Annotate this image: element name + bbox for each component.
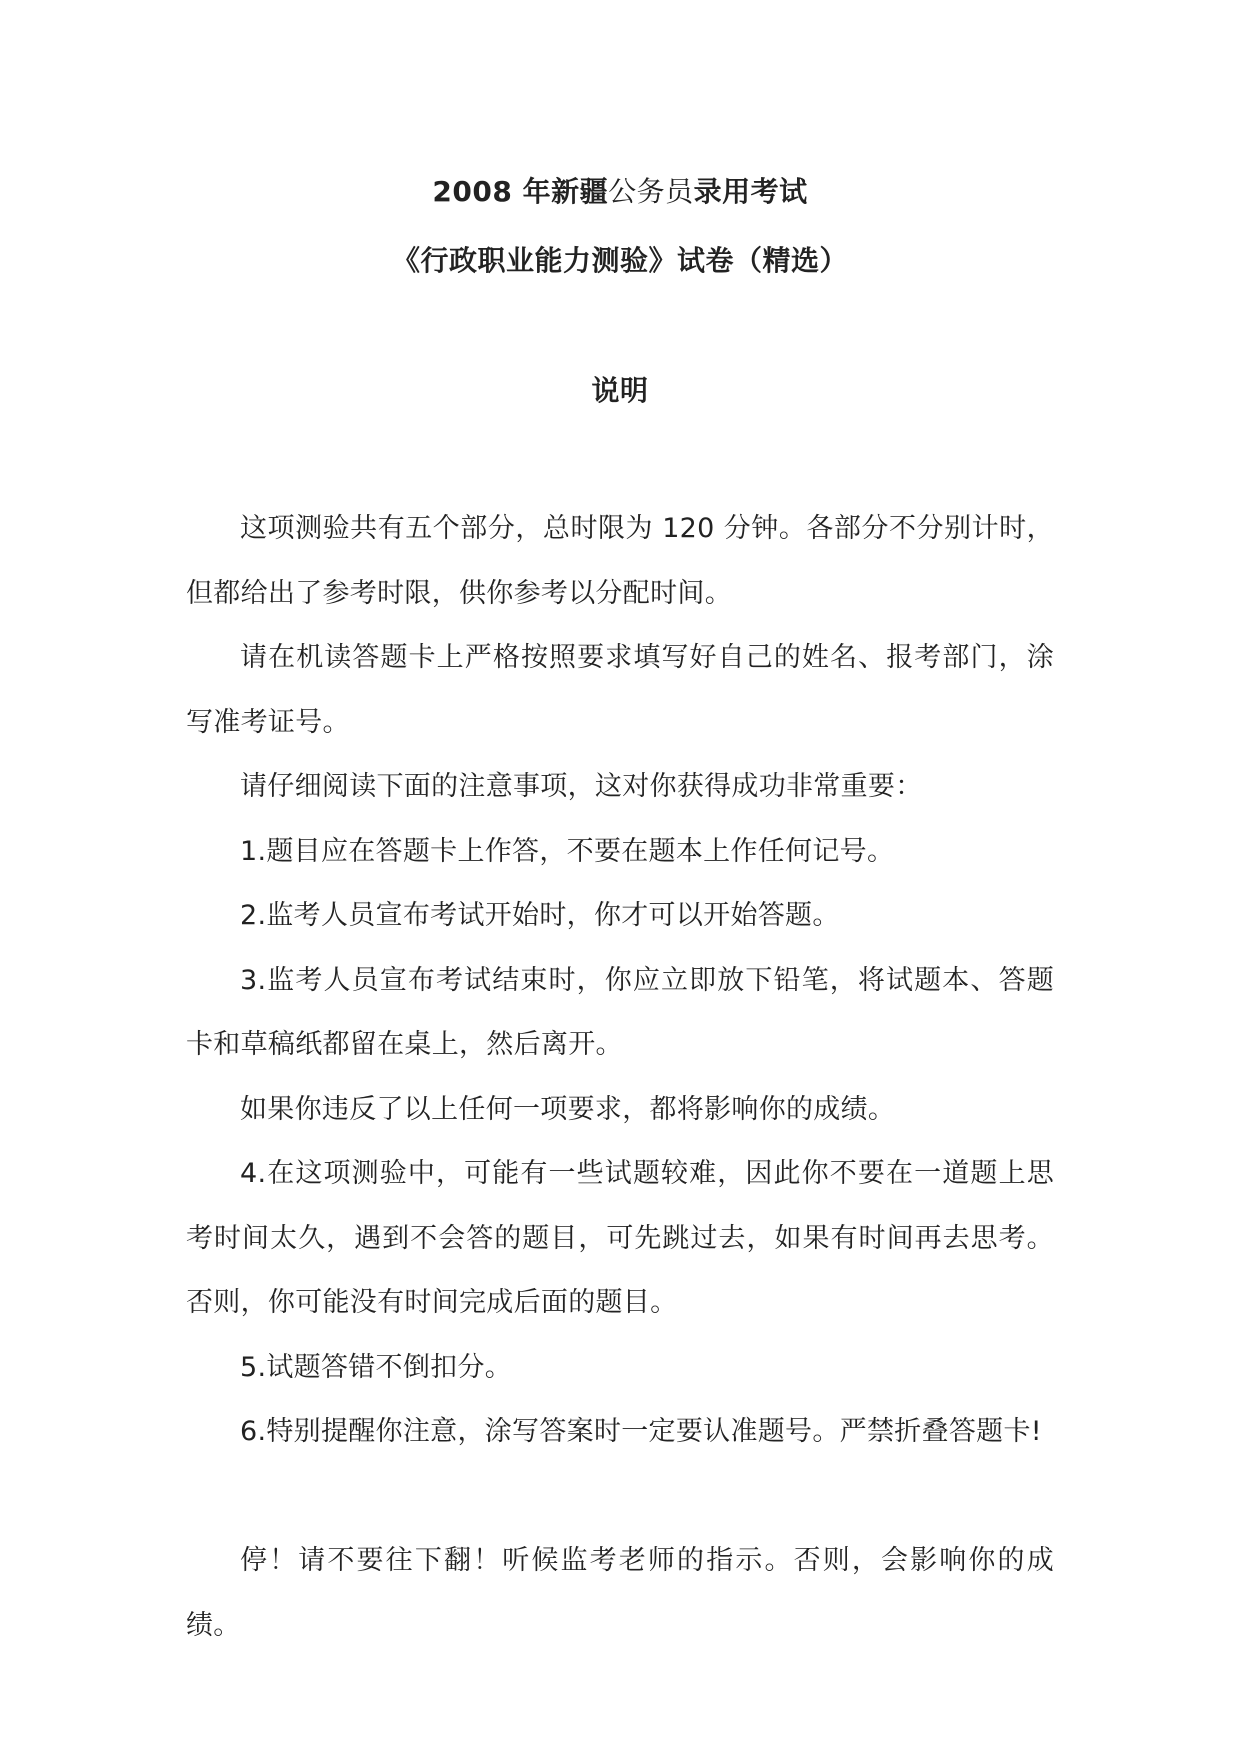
paragraph: 6.特别提醒你注意，涂写答案时一定要认准题号。严禁折叠答题卡! — [240, 1416, 1042, 1447]
paragraph: 请在机读答题卡上严格按照要求填写好自己的姓名、报考部门，涂写准考证号。 — [186, 642, 1054, 738]
instructions-body — [186, 497, 1054, 1658]
paragraph: 这项测验共有五个部分，总时限为 120 分钟。各部分不分别计时，但都给出了参考时限，供你参考以分配时间。 — [186, 513, 1054, 609]
title-part-year-region: 2008 年新疆 — [432, 175, 609, 208]
paragraph: 5.试题答错不倒扣分。 — [240, 1351, 513, 1383]
document-subtitle: 《行政职业能力测验》试卷（精选） — [391, 244, 848, 277]
paragraph: 4.在这项测验中，可能有一些试题较难，因此你不要在一道题上思考时间太久，遇到不会答的题目，可先跳过去，如果有时间再去思考。否则，你可能没有时间完成后面的题目。 — [186, 1158, 1054, 1318]
title-part-exam: 录用考试 — [693, 175, 808, 208]
title-part-civil-servant: 公务员 — [608, 175, 694, 208]
paragraph: 如果你违反了以上任何一项要求，都将影响你的成绩。 — [240, 1093, 896, 1125]
document-title — [0, 172, 1240, 212]
paragraph: 3.监考人员宣布考试结束时，你应立即放下铅笔，将试题本、答题卡和草稿纸都留在桌上，然后离开。 — [186, 964, 1054, 1060]
paragraph: 请仔细阅读下面的注意事项，这对你获得成功非常重要： — [240, 771, 923, 802]
section-heading: 说明 — [591, 374, 649, 407]
paragraph: 1.题目应在答题卡上作答，不要在题本上作任何记号。 — [240, 835, 895, 867]
stop-notice: 停！请不要往下翻！听候监考老师的指示。否则，会影响你的成绩。 — [186, 1545, 1054, 1641]
paragraph: 2.监考人员宣布考试开始时，你才可以开始答题。 — [240, 900, 840, 931]
